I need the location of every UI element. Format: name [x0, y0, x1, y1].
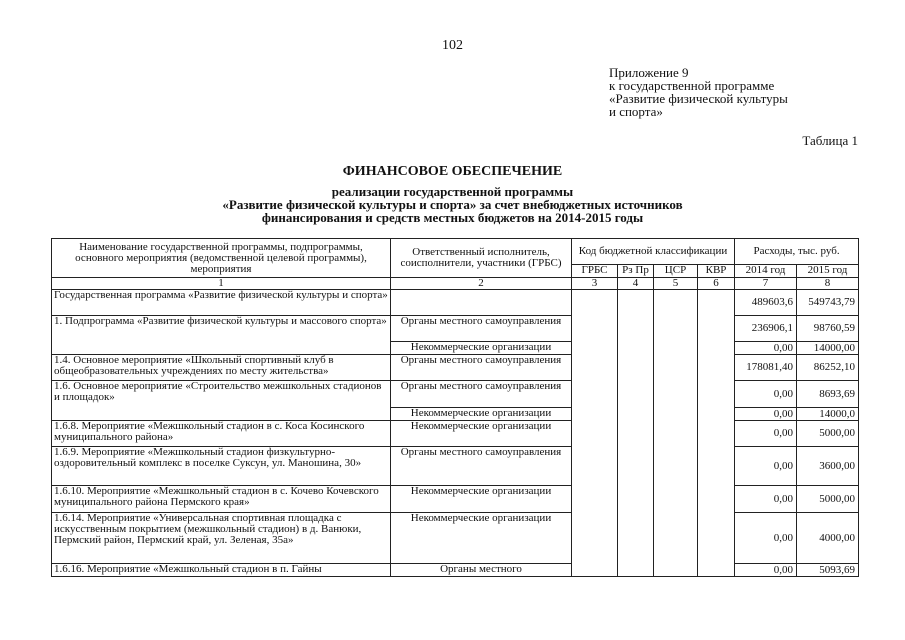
header-executor: Ответственный исполнитель, соисполнители, участники (ГРБС): [391, 239, 572, 278]
value-2015: 5000,00: [797, 486, 859, 513]
row-executor: Некоммерческие организации: [391, 513, 572, 564]
row-name: 1.6.16. Мероприятие «Межшкольный стадион в п. Гайны: [52, 564, 391, 577]
value-2014: 236906,1: [735, 316, 797, 342]
value-2014: 0,00: [735, 564, 797, 577]
column-number: 5: [654, 278, 698, 290]
table-row: [52, 447, 859, 486]
row-name: Государственная программа «Развитие физической культуры и спорта»: [52, 290, 391, 316]
page-number: 102: [442, 38, 463, 53]
header-2015: 2015 год: [797, 265, 859, 278]
column-number-row: [52, 278, 859, 290]
subtitle-line: «Развитие физической культуры и спорта» за счет внебюджетных источников: [222, 197, 683, 212]
table-row: [52, 564, 859, 577]
value-2015: 5093,69: [797, 564, 859, 577]
header-row: [52, 239, 859, 265]
row-name: 1. Подпрограмма «Развитие физической культуры и массового спорта»: [52, 316, 391, 355]
value-2014: 0,00: [735, 381, 797, 408]
value-2015: 8693,69: [797, 381, 859, 408]
row-executor: [391, 290, 572, 316]
column-number: 4: [618, 278, 654, 290]
header-name: Наименование государственной программы, подпрограммы, основного мероприятия (ведомственной целевой программы), мероприятия: [52, 239, 391, 278]
value-2014: 0,00: [735, 513, 797, 564]
header-csr: ЦСР: [654, 265, 698, 278]
column-number: 8: [797, 278, 859, 290]
row-name: 1.6. Основное мероприятие «Строительство межшкольных стадионов и площадок»: [52, 381, 391, 421]
appendix-line: «Развитие физической культуры: [609, 91, 788, 106]
row-name: 1.6.10. Мероприятие «Межшкольный стадион в с. Кочево Кочевского муниципального района Пермского края»: [52, 486, 391, 513]
row-name: 1.4. Основное мероприятие «Школьный спортивный клуб в общеобразовательных учреждениях по месту жительства»: [52, 355, 391, 381]
subtitle-line: реализации государственной программы: [331, 184, 574, 199]
appendix-note: [609, 66, 788, 118]
column-number: 1: [52, 278, 391, 290]
value-2015: 3600,00: [797, 447, 859, 486]
table-row: [52, 513, 859, 564]
column-number: 3: [572, 278, 618, 290]
header-expenses: Расходы, тыс. руб.: [735, 239, 859, 265]
value-2015: 4000,00: [797, 513, 859, 564]
appendix-line: и спорта»: [609, 104, 663, 119]
document-subtitle: [0, 185, 905, 224]
appendix-line: Приложение 9: [609, 65, 689, 80]
table-label: Таблица 1: [802, 133, 858, 148]
header-rzpr: Рз Пр: [618, 265, 654, 278]
value-2014: 0,00: [735, 447, 797, 486]
table-row: [52, 355, 859, 381]
row-executor: Органы местного самоуправления: [391, 355, 572, 381]
row-name: 1.6.14. Мероприятие «Универсальная спортивная площадка с искусственным покрытием (межшкольный стадион) в д. Ванюки, Пермский район, Пермский край, ул. Зеленая, 35а»: [52, 513, 391, 564]
value-2014: 0,00: [735, 408, 797, 421]
row-executor: Некоммерческие организации: [391, 421, 572, 447]
kvr-cell: [698, 290, 735, 577]
rzpr-cell: [618, 290, 654, 577]
value-2014: 178081,40: [735, 355, 797, 381]
row-name: 1.6.9. Мероприятие «Межшкольный стадион физкультурно-оздоровительный комплекс в поселке Суксун, ул. Маношина, 30»: [52, 447, 391, 486]
value-2014: 0,00: [735, 486, 797, 513]
subtitle-line: финансирования и средств местных бюджетов на 2014-2015 годы: [261, 210, 644, 225]
value-2015: 86252,10: [797, 355, 859, 381]
value-2014: 0,00: [735, 342, 797, 355]
row-executor: Некоммерческие организации: [391, 486, 572, 513]
table-row: [52, 421, 859, 447]
value-2014: 0,00: [735, 421, 797, 447]
header-code-group: Код бюджетной классификации: [572, 239, 735, 265]
row-executor: Некоммерческие организации: [391, 342, 572, 355]
column-number: 7: [735, 278, 797, 290]
header-kvr: КВР: [698, 265, 735, 278]
value-2015: 549743,79: [797, 290, 859, 316]
value-2014: 489603,6: [735, 290, 797, 316]
table-row: [52, 381, 859, 408]
row-executor: Некоммерческие организации: [391, 408, 572, 421]
table-row: [52, 486, 859, 513]
value-2015: 14000,00: [797, 342, 859, 355]
row-executor: Органы местного самоуправления: [391, 381, 572, 408]
table-row: [52, 290, 859, 316]
row-executor: Органы местного самоуправления: [391, 447, 572, 486]
value-2015: 5000,00: [797, 421, 859, 447]
column-number: 2: [391, 278, 572, 290]
csr-cell: [654, 290, 698, 577]
document-title: ФИНАНСОВОЕ ОБЕСПЕЧЕНИЕ: [342, 164, 563, 179]
row-executor: Органы местного самоуправления: [391, 316, 572, 342]
header-grbs: ГРБС: [572, 265, 618, 278]
header-2014: 2014 год: [735, 265, 797, 278]
grbs-cell: [572, 290, 618, 577]
value-2015: 98760,59: [797, 316, 859, 342]
column-number: 6: [698, 278, 735, 290]
appendix-line: к государственной программе: [609, 78, 775, 93]
row-executor: Органы местного: [391, 564, 572, 577]
financing-table: [51, 238, 859, 577]
value-2015: 14000,0: [797, 408, 859, 421]
row-name: 1.6.8. Мероприятие «Межшкольный стадион в с. Коса Косинского муниципального района»: [52, 421, 391, 447]
table-row: [52, 316, 859, 342]
